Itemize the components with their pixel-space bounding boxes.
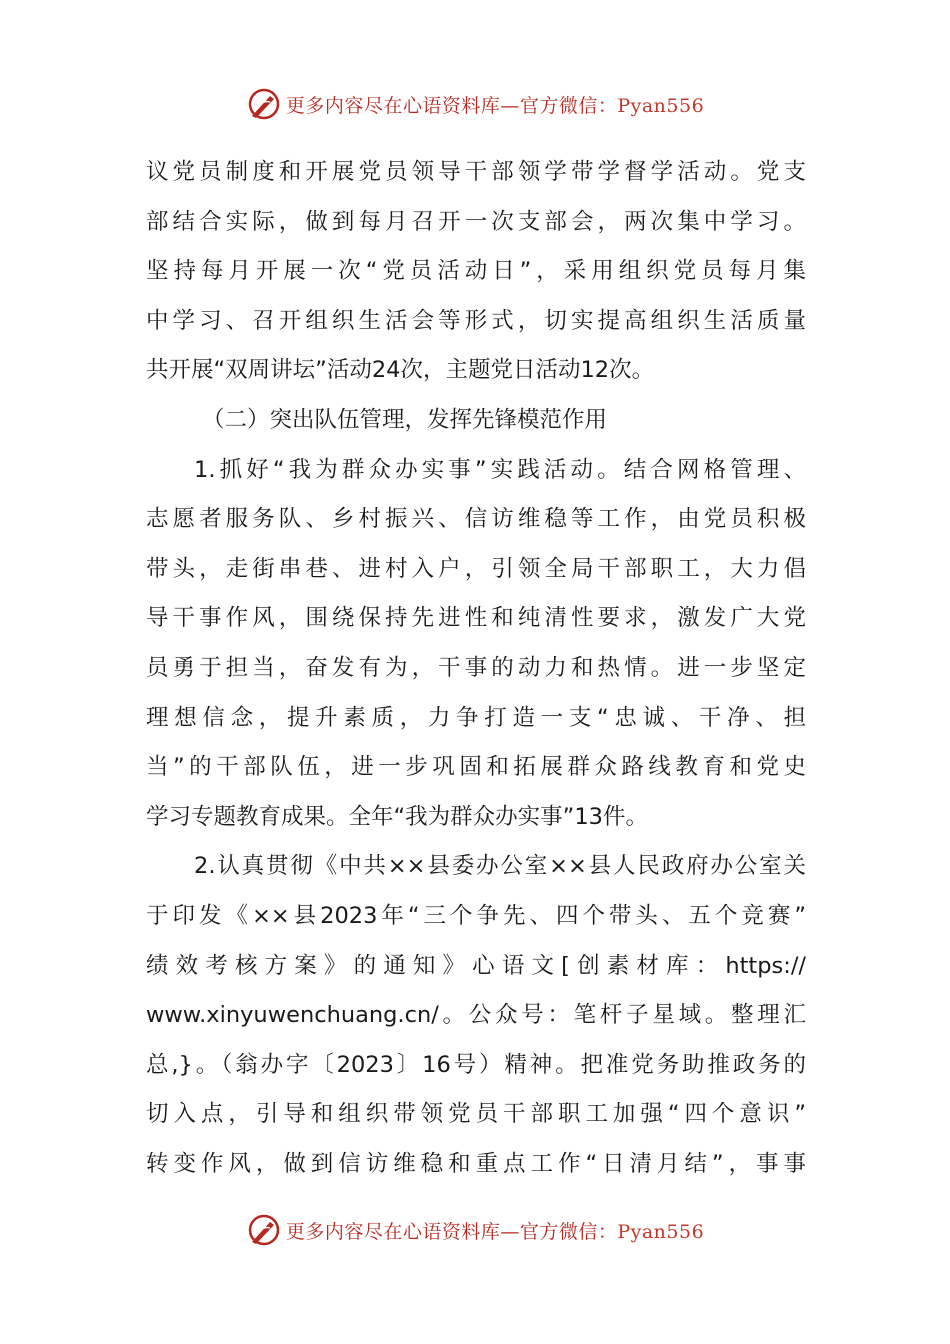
text-line: 共开展“双周讲坛”活动24次，主题党日活动12次。: [146, 357, 655, 384]
text-line: 导干事作风，围绕保持先进性和纯清性要求，激发广大党: [146, 605, 806, 632]
pen-logo-icon: [246, 86, 282, 122]
text-line: www.xinyuwenchuang.cn/。公众号：笔杆子星域。整理汇: [146, 1002, 806, 1029]
text-line: 于印发《××县2023年“三个争先、四个带头、五个竞赛”: [146, 902, 806, 929]
text-line: 转变作风，做到信访维稳和重点工作“日清月结”，事事: [146, 1150, 806, 1177]
text-line: 议党员制度和开展党员领导干部领学带学督学活动。党支: [146, 159, 806, 185]
text-line: 1.抓好“我为群众办实事”实践活动。结合网格管理、: [194, 456, 806, 483]
text-line: 部结合实际，做到每月召开一次支部会，两次集中学习。: [146, 208, 806, 235]
text-line: 志愿者服务队、乡村振兴、信访维稳等工作，由党员积极: [146, 506, 806, 533]
watermark-text: 更多内容尽在心语资料库—官方微信：Pyan556: [285, 1220, 705, 1243]
text-line: 坚持每月开展一次“党员活动日”，采用组织党员每月集: [146, 258, 806, 285]
text-line: 总,}。（翁办字〔2023〕16号）精神。把准党务助推政务的: [146, 1051, 806, 1078]
text-line: 2.认真贯彻《中共××县委办公室××县人民政府办公室关: [194, 853, 806, 880]
pen-logo-icon: [246, 1212, 282, 1248]
section-heading: （二）突出队伍管理，发挥先锋模范作用: [202, 406, 608, 433]
text-line: 学习专题教育成果。全年“我为群众办实事”13件。: [146, 803, 648, 830]
text-line: 带头，走街串巷、进村入户，引领全局干部职工，大力倡: [146, 555, 806, 582]
watermark-text: 更多内容尽在心语资料库—官方微信：Pyan556: [285, 94, 705, 117]
text-line: 员勇于担当，奋发有为，干事的动力和热情。进一步坚定: [146, 654, 806, 681]
text-line: 当”的干部队伍，进一步巩固和拓展群众路线教育和党史: [146, 754, 806, 781]
text-line: 中学习、召开组织生活会等形式，切实提高组织生活质量: [146, 307, 806, 334]
text-line: 绩效考核方案》的通知》心语文[创素材库：https://: [146, 952, 806, 979]
footer-watermark: [0, 1210, 950, 1250]
header-watermark: [0, 84, 950, 124]
text-line: 切入点，引导和组织带领党员干部职工加强“四个意识”: [146, 1101, 806, 1128]
document-body: [146, 148, 806, 1189]
text-line: 理想信念，提升素质，力争打造一支“忠诚、干净、担: [146, 704, 806, 731]
